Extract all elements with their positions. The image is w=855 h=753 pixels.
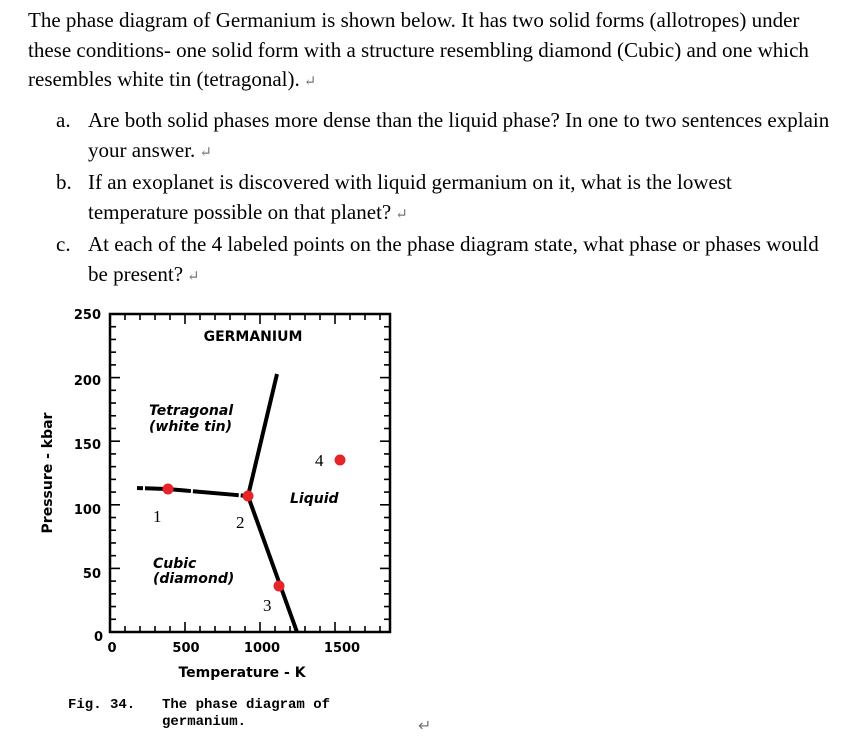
y-tick-250: 250 xyxy=(73,308,101,323)
region-cubic-sub: (diamond) xyxy=(153,571,235,587)
point-3-marker xyxy=(274,581,285,592)
question-text: At each of the 4 labeled points on the phase diagram state, what phase or phases would be present? ↵ xyxy=(88,232,819,286)
tick-marks xyxy=(110,314,390,632)
figure-caption-text: The phase diagram of germanium. xyxy=(162,697,331,730)
x-tick-1000: 1000 xyxy=(243,641,281,656)
question-a xyxy=(56,106,836,168)
y-tick-150: 150 xyxy=(73,438,101,453)
diagram-title: GERMANIUM xyxy=(203,329,303,345)
region-cubic: Cubic xyxy=(153,556,197,572)
y-tick-50: 50 xyxy=(82,567,101,582)
question-text: Are both solid phases more dense than the liquid phase? In one to two sentences explain your answer. ↵ xyxy=(88,108,830,162)
question-letter: b. xyxy=(56,170,72,194)
point-3-label: 3 xyxy=(263,596,272,615)
boundary-tetragonal-liquid xyxy=(248,374,277,496)
point-2-marker xyxy=(243,491,254,502)
question-text: If an exoplanet is discovered with liquid germanium on it, what is the lowest temperature possible on that planet? ↵ xyxy=(88,170,732,224)
paragraph-mark-icon: ↵ xyxy=(187,268,200,285)
question-b xyxy=(56,168,836,230)
point-4-marker xyxy=(335,455,346,466)
y-tick-0: 0 xyxy=(93,630,103,645)
paragraph-mark-icon: ↵ xyxy=(395,206,408,223)
region-tetragonal: Tetragonal xyxy=(149,403,234,419)
region-liquid: Liquid xyxy=(290,491,339,507)
paragraph-mark-icon: ↵ xyxy=(418,716,432,735)
phase-diagram xyxy=(0,296,420,696)
paragraph-mark-icon: ↵ xyxy=(199,144,212,161)
plot-frame xyxy=(110,314,390,632)
x-tick-0: 0 xyxy=(107,641,117,656)
y-axis-label: Pressure - kbar xyxy=(40,412,56,534)
boundary-cubic-liquid xyxy=(248,496,297,632)
y-tick-100: 100 xyxy=(73,503,101,518)
question-letter: a. xyxy=(56,108,71,132)
x-tick-500: 500 xyxy=(172,641,200,656)
point-1-label: 1 xyxy=(153,507,162,526)
paragraph-mark-icon: ↵ xyxy=(303,74,317,90)
point-1-marker xyxy=(163,484,174,495)
figure-number: Fig. 34. xyxy=(68,697,136,713)
question-list xyxy=(56,106,836,292)
x-tick-1500: 1500 xyxy=(323,641,361,656)
x-axis-label: Temperature - K xyxy=(178,665,306,681)
point-4-label: 4 xyxy=(315,451,324,470)
point-2-label: 2 xyxy=(236,513,245,532)
intro-text: The phase diagram of Germanium is shown below. It has two solid forms (allotropes) under these conditions- one solid form with a structure resembling diamond (Cubic) and one which resembles white tin (tetragonal). xyxy=(28,8,809,91)
region-tetragonal-sub: (white tin) xyxy=(149,419,233,435)
y-tick-200: 200 xyxy=(73,374,101,389)
question-letter: c. xyxy=(56,232,71,256)
question-c xyxy=(56,230,836,292)
intro-paragraph xyxy=(28,6,828,98)
boundary-tetragonal-cubic xyxy=(137,488,248,496)
